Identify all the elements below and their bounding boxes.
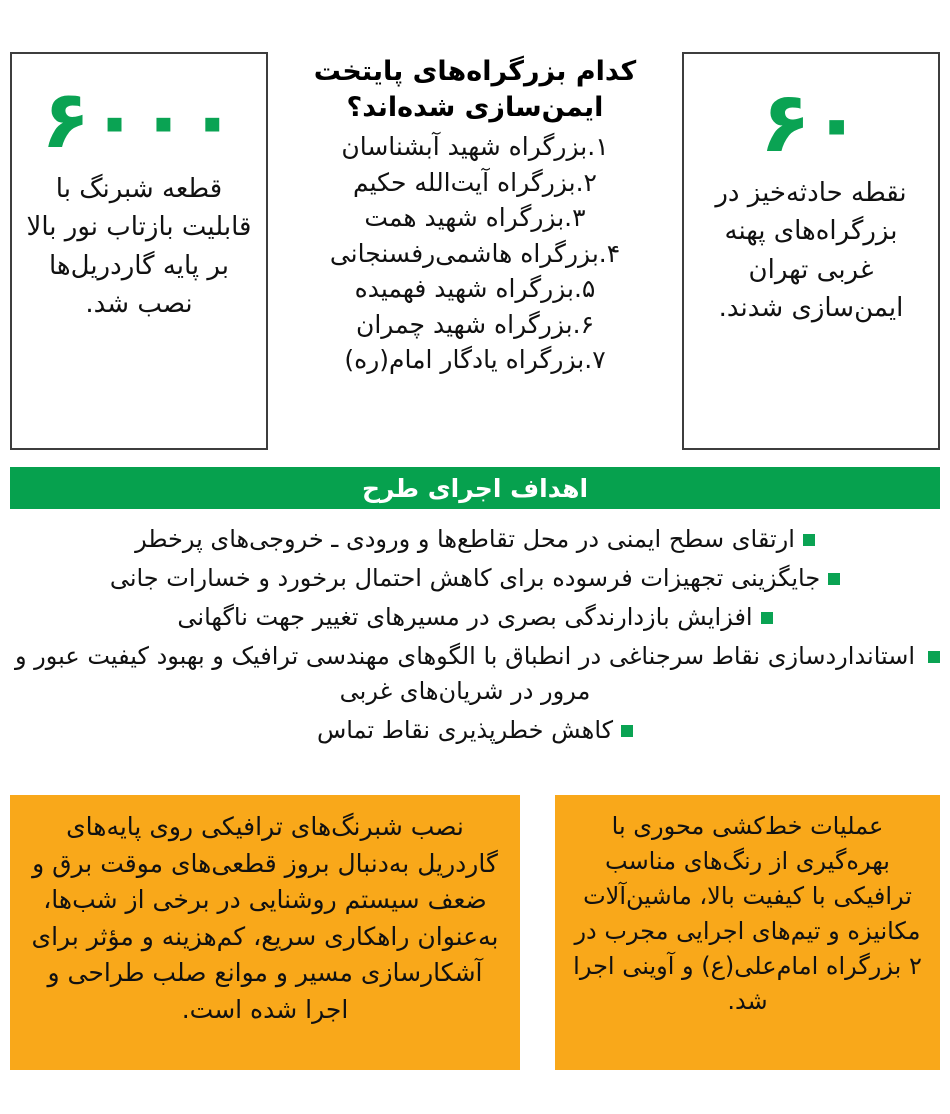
stat-number-right: ۶۰۰۰	[41, 73, 237, 166]
square-bullet-icon	[803, 534, 815, 546]
stat-card-right	[10, 52, 268, 450]
orange-box-left	[555, 795, 940, 1070]
orange-box-right	[10, 795, 520, 1070]
list-item: ۵.بزرگراه شهید فهمیده	[354, 274, 596, 304]
goal-row	[10, 639, 940, 709]
goal-text: کاهش خطرپذیری نقاط تماس	[316, 716, 614, 745]
stat-number-left: ۶۰	[759, 73, 863, 171]
stat-caption-right: قطعه شبرنگ با قابلیت بازتاب نور بالا بر پایه گاردریل‌ها نصب شد.	[26, 174, 252, 320]
list-item: ۱.بزرگراه شهید آبشناسان	[341, 132, 609, 162]
square-bullet-icon	[761, 612, 773, 624]
goal-row	[10, 600, 940, 635]
top-stats-row	[10, 52, 940, 450]
goal-text: ارتقای سطح ایمنی در محل تقاطع‌ها و ورودی ـ خروجی‌های پرخطر	[135, 525, 795, 553]
square-bullet-icon	[828, 573, 840, 585]
orange-boxes-row	[10, 795, 940, 1070]
list-item: ۳.بزرگراه شهید همت	[364, 203, 586, 233]
goal-text: جایگزینی تجهیزات فرسوده برای کاهش احتمال برخورد و خسارات جانی	[109, 564, 821, 593]
highway-list	[295, 129, 655, 378]
goal-row	[10, 713, 940, 748]
list-item: ۷.بزرگراه یادگار امام(ره)	[344, 345, 606, 375]
middle-column	[295, 52, 655, 450]
orange-box-right-text: نصب شبرنگ‌های ترافیکی روی پایه‌های گاردریل به‌دنبال بروز قطعی‌های موقت برق و ضعف سیستم روشنایی در برخی از شب‌ها، به‌عنوان راهکاری سریع، کم‌هزینه و مؤثر برای آشکارسازی مسیر و موانع صلب طراحی و اجرا شده است.	[31, 812, 499, 1024]
goals-banner-title: اهداف اجرای طرح	[361, 473, 589, 503]
list-item: ۶.بزرگراه شهید چمران	[356, 309, 594, 339]
goal-text: استانداردسازی نقاط سرجناغی در انطباق با الگوهای مهندسی ترافیک و بهبود کیفیت عبور و مرور در شریان‌های غربی	[14, 642, 916, 706]
goal-text: افزایش بازدارندگی بصری در مسیرهای تغییر جهت ناگهانی	[177, 603, 753, 632]
stat-caption-left: نقطه حادثه‌خیز در بزرگراه‌های پهنه غربی تهران ایمن‌سازی شدند.	[715, 178, 907, 324]
goals-list	[10, 522, 940, 752]
square-bullet-icon	[928, 651, 940, 663]
list-item: ۴.بزرگراه هاشمی‌رفسنجانی	[329, 238, 621, 268]
list-item: ۲.بزرگراه آیت‌الله حکیم	[353, 167, 597, 197]
stat-card-left	[682, 52, 940, 450]
middle-question-title: کدام بزرگراه‌های پایتخت ایمن‌سازی شده‌اند؟	[313, 56, 637, 123]
goal-row	[10, 522, 940, 557]
goals-banner	[10, 467, 940, 509]
orange-box-left-text: عملیات خط‌کشی محوری با بهره‌گیری از رنگ‌های مناسب ترافیکی با کیفیت بالا، ماشین‌آلات مکانیزه و تیم‌های اجرایی مجرب در ۲ بزرگراه امام‌علی(ع) و آوینی اجرا شد.	[573, 812, 922, 1016]
goal-row	[10, 561, 940, 596]
square-bullet-icon	[621, 725, 633, 737]
